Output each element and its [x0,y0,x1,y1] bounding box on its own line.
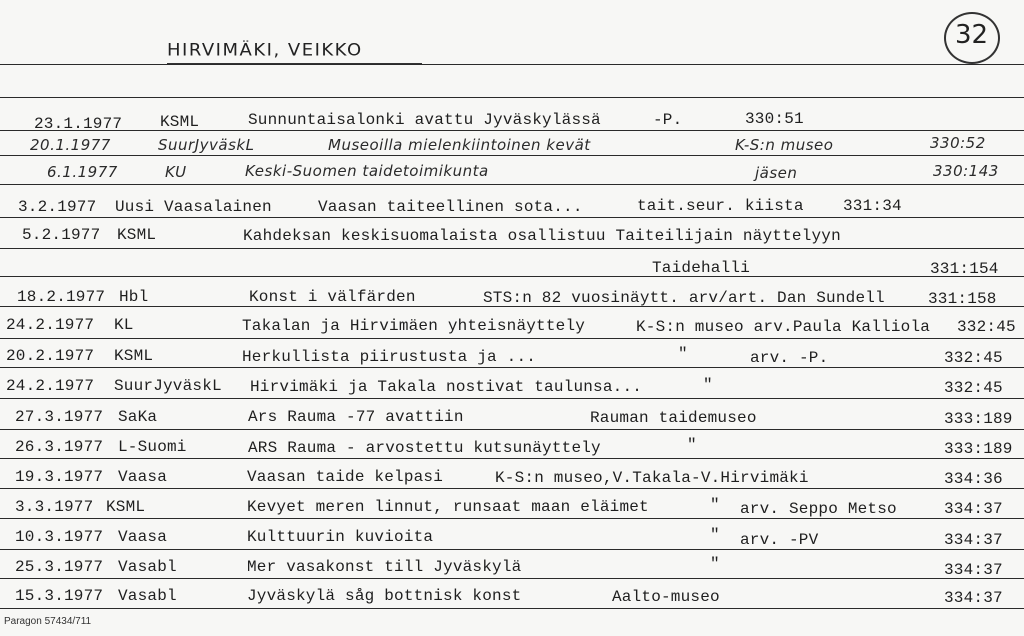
entry-source: Vaasa [118,528,168,546]
rule-line [0,608,1024,609]
entry-source: KL [114,316,134,334]
card-print-code: Paragon 57434/711 [4,616,92,627]
entry-date: 3.3.1977 [15,498,94,516]
entry-ref: 331:34 [843,197,902,215]
entry-note: Rauman taidemuseo [590,409,757,427]
entry-ref: 333:189 [944,440,1013,458]
card-number: 32 [955,20,989,50]
entry-ref: 330:51 [745,110,804,128]
entry-source: Uusi Vaasalainen [115,198,272,216]
entry-title: Takalan ja Hirvimäen yhteisnäyttely [242,317,586,335]
entry-title: Museoilla mielenkiintoinen kevät [328,136,591,154]
entry-date: 20.2.1977 [6,347,95,365]
entry-title: Ars Rauma -77 avattiin [248,408,464,426]
entry-note: K-S:n museo [735,136,834,154]
entry-ref: 331:158 [928,290,997,308]
entry-source: Hbl [119,288,149,306]
entry-note: STS:n 82 vuosinäytt. arv/art. Dan Sundell [483,289,885,307]
rule-line [0,248,1024,249]
entry-date: 26.3.1977 [15,438,104,456]
entry-ref: 334:37 [944,589,1003,607]
entry-title: ARS Rauma - arvostettu kutsunäyttely [248,439,601,457]
ditto-mark: " [687,436,697,454]
entry-title: Kevyet meren linnut, runsaat maan eläimet [247,498,649,516]
ditto-mark: " [710,496,720,514]
entry-title: Sunnuntaisalonki avattu Jyväskylässä [248,111,601,129]
entry-date: 27.3.1977 [15,408,104,426]
entry-note: Aalto-museo [612,588,720,606]
entry-title: Hirvimäki ja Takala nostivat taulunsa... [250,378,643,396]
entry-source: KU [165,163,187,181]
ditto-mark: " [678,345,688,363]
entry-ref: 334:37 [944,561,1003,579]
entry-title: Vaasan taide kelpasi [247,468,444,486]
rule-line [0,338,1024,339]
entry-date: 6.1.1977 [47,163,118,181]
entry-note: arv. -P. [750,349,829,367]
entry-note: K-S:n museo arv.Paula Kalliola [636,318,931,336]
entry-ref: 334:37 [944,500,1003,518]
entry-ref: 332:45 [944,379,1003,397]
entry-source: KSML [117,226,157,244]
entry-ref: 331:154 [930,260,999,278]
rule-line [0,97,1024,98]
rule-line [0,130,1024,131]
entry-source: KSML [106,498,146,516]
entry-title: Vaasan taiteellinen sota... [318,198,583,216]
rule-line [0,398,1024,399]
entry-date: 3.2.1977 [18,198,97,216]
entry-note: jäsen [755,164,798,182]
rule-line [0,518,1024,519]
rule-line [0,549,1024,550]
entry-note: Taidehalli [652,259,751,277]
entry-date: 20.1.1977 [30,136,111,154]
entry-date: 24.2.1977 [6,377,95,395]
rule-line [0,276,1024,277]
rule-line [0,578,1024,579]
entry-title: Jyväskylä såg bottnisk konst [247,587,522,605]
entry-date: 15.3.1977 [15,587,104,605]
rule-line [0,429,1024,430]
entry-note: arv. -PV [740,531,819,549]
entry-date: 19.3.1977 [15,468,104,486]
entry-source: KSML [114,347,154,365]
entry-note: tait.seur. kiista [637,197,804,215]
entry-note: K-S:n museo,V.Takala-V.Hirvimäki [495,469,809,487]
entry-source: SaKa [118,408,158,426]
ditto-mark: " [703,376,713,394]
rule-line [0,155,1024,156]
entry-source: Vaasa [118,468,168,486]
entry-title: Konst i välfärden [249,288,416,306]
rule-line [0,64,1024,65]
entry-date: 18.2.1977 [17,288,106,306]
entry-source: L-Suomi [118,438,187,456]
entry-note: -P. [653,111,683,129]
entry-ref: 332:45 [944,349,1003,367]
entry-title: Kulttuurin kuvioita [247,528,434,546]
entry-note: arv. Seppo Metso [740,500,897,518]
entry-date: 23.1.1977 [34,115,123,133]
entry-date: 24.2.1977 [6,316,95,334]
ditto-mark: " [710,526,720,544]
entry-source: SuurJyväskL [114,377,222,395]
entry-ref: 334:36 [944,470,1003,488]
rule-line [0,488,1024,489]
entry-source: Vasabl [118,558,177,576]
entry-ref: 332:45 [957,318,1016,336]
rule-line [0,367,1024,368]
entry-source: KSML [160,113,200,131]
entry-title: Kahdeksan keskisuomalaista osallistuu Taiteilijain näyttelyyn [243,227,841,245]
card-name-heading: HIRVIMÄKI, VEIKKO [167,40,363,61]
rule-line [0,458,1024,459]
entry-title: Keski-Suomen taidetoimikunta [245,162,489,180]
entry-title: Herkullista piirustusta ja ... [242,348,537,366]
rule-line [0,217,1024,218]
entry-source: SuurJyväskL [158,136,255,154]
rule-line [0,184,1024,185]
entry-date: 25.3.1977 [15,558,104,576]
entry-ref: 334:37 [944,531,1003,549]
ditto-mark: " [710,555,720,573]
entry-source: Vasabl [118,587,177,605]
entry-ref: 330:143 [933,162,999,180]
entry-date: 10.3.1977 [15,528,104,546]
entry-date: 5.2.1977 [22,226,101,244]
entry-title: Mer vasakonst till Jyväskylä [247,558,522,576]
entry-ref: 330:52 [930,134,986,152]
entry-ref: 333:189 [944,410,1013,428]
